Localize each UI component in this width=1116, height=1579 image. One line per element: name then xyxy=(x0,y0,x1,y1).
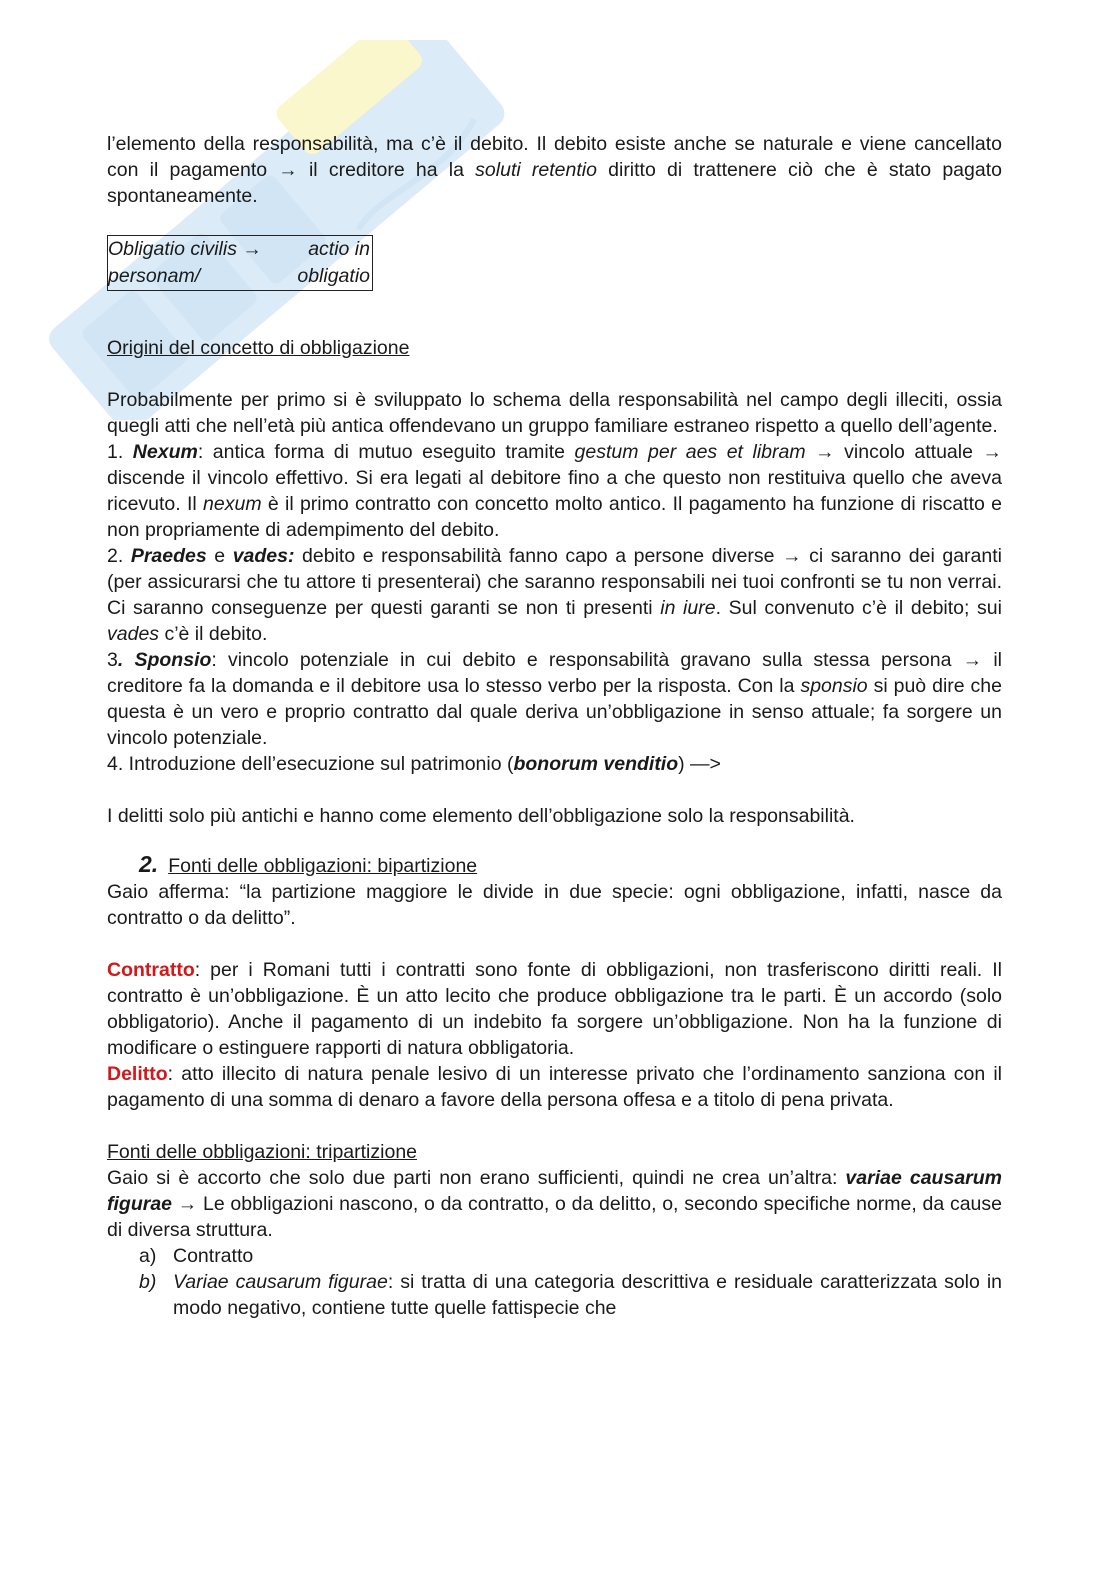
section-title: Fonti delle obbligazioni: bipartizione xyxy=(168,855,478,877)
arrow-icon: → xyxy=(278,159,298,181)
section-2-heading xyxy=(139,851,1002,879)
contratto-paragraph: Contratto: per i Romani tutti i contratti sono fonte di obbligazioni, non trasferiscono diritti reali. Il contratto è un’obbligazione. È un atto lecito che produce obbligazione tra le parti. È un accordo (solo obbligatorio). Anche il pagamento di un indebito fa sorgere un’obbligazione. Non ha la funzione di modificare o estinguere rapporti di natura obbligatoria. xyxy=(107,959,1002,1059)
delitto-paragraph: Delitto: atto illecito di natura penale lesivo di un interesse privato che l’ordinamento sanziona con il pagamento di una somma di denaro a favore della persona offesa e a titolo di pena privata. xyxy=(107,1063,1002,1111)
tripartizione-heading: Fonti delle obbligazioni: tripartizione xyxy=(107,1141,418,1163)
section-number: 2. xyxy=(139,851,159,877)
point-2-praedes-vades: 2. Praedes e vades: debito e responsabilità fanno capo a persone diverse → ci saranno dei garanti (per assicurarsi che tu attore ti presenterai) che saranno responsabili nei tuoi confronti se tu non verrai. Ci saranno conseguenze per questi garanti se non ti presenti in iure. Sul convenuto c’è il debito; sui vades c’è il debito. xyxy=(107,545,1002,645)
arrow-icon: → xyxy=(815,441,835,463)
origini-intro: Probabilmente per primo si è sviluppato lo schema della responsabilità nel campo degli illeciti, ossia quegli atti che nell’età più antica offendevano un gruppo familiare estraneo rispetto a quello dell’agente. xyxy=(107,389,1002,437)
list-item: b) Variae causarum figurae: si tratta di una categoria descrittiva e residuale caratterizzata solo in modo negativo, contiene tutte quelle fattispecie che xyxy=(107,1269,1002,1321)
delitto-term: Delitto xyxy=(107,1063,168,1085)
point-3-sponsio: 3. Sponsio: vincolo potenziale in cui debito e responsabilità gravano sulla stessa persona → il creditore fa la domanda e il debitore usa lo stesso verbo per la risposta. Con la sponsio si può dire che questa è un vero e proprio contratto dal quale deriva un’obbligazione in senso attuale; fa sorgere un vincolo potenziale. xyxy=(107,649,1003,749)
arrow-icon: → xyxy=(782,545,802,567)
document-page xyxy=(107,131,1002,1321)
arrow-icon: → xyxy=(177,1193,198,1215)
origini-heading: Origini del concetto di obbligazione xyxy=(107,337,410,359)
list-item: a) Contratto xyxy=(107,1243,1002,1269)
delitti-paragraph: I delitti solo più antichi e hanno come elemento dell’obbligazione solo la responsabilità. xyxy=(107,805,855,827)
arrow-icon: → xyxy=(982,441,1002,463)
arrow-icon: → xyxy=(962,649,983,671)
intro-paragraph: l’elemento della responsabilità, ma c’è il debito. Il debito esiste anche se naturale e viene cancellato con il pagamento → il creditore ha la soluti retentio diritto di trattenere ciò che è stato pagato spontaneamente. xyxy=(107,133,1002,207)
tripartizione-paragraph: Gaio si è accorto che solo due parti non erano sufficienti, quindi ne crea un’altra: variae causarum figurae → Le obbligazioni nascono, o da contratto, o da delitto, o, secondo specifiche norme, da cause di diversa struttura. xyxy=(107,1167,1002,1241)
fonti-list xyxy=(107,1243,1002,1321)
obligatio-box: Obligatio civilis → actio in personam/ obligatio xyxy=(107,235,373,291)
contratto-term: Contratto xyxy=(107,959,195,981)
point-4-bonorum-venditio: 4. Introduzione dell’esecuzione sul patrimonio (bonorum venditio) —> xyxy=(107,753,721,775)
gaio-quote: Gaio afferma: “la partizione maggiore le divide in due specie: ogni obbligazione, infatti, nasce da contratto o da delitto”. xyxy=(107,881,1002,929)
point-1-nexum: 1. Nexum: antica forma di mutuo eseguito tramite gestum per aes et libram → vincolo attuale → discende il vincolo effettivo. Si era legati al debitore fino a che questo non restituiva quello che aveva ricevuto. Il nexum è il primo contratto con concetto molto antico. Il pagamento ha funzione di riscatto e non propriamente di adempimento del debito. xyxy=(107,441,1002,541)
arrow-icon: → xyxy=(242,238,262,260)
list-marker: a) xyxy=(139,1245,157,1267)
list-marker: b) xyxy=(139,1271,157,1293)
